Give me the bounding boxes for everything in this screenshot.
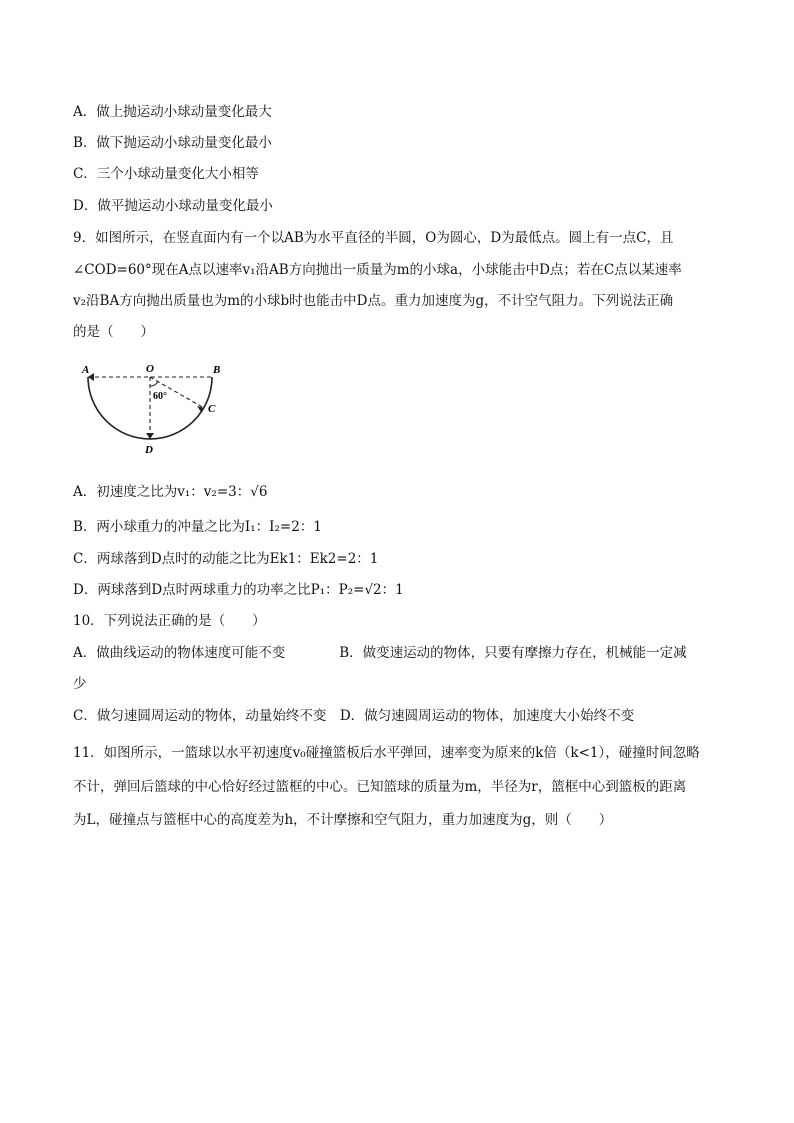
label-c: C: [208, 403, 216, 415]
q10-options-cd: C．做匀速圆周运动的物体，动量始终不变 D．做匀速圆周运动的物体，加速度大小始终不变: [73, 708, 635, 724]
q11-stem-line2: 不计，弹回后篮球的中心恰好经过篮框的中心。已知篮球的质量为m，半径为r，篮框中心到篮板的距离: [73, 779, 687, 795]
label-b: B: [213, 364, 221, 376]
q11-stem-line1: 11．如图所示，一篮球以水平初速度v₀碰撞篮板后水平弹回，速率变为原来的k倍（k<1），碰撞时间忽略: [73, 745, 700, 761]
semicircle-figure: [78, 360, 238, 460]
q10-stem: 10．下列说法正确的是（ ）: [73, 613, 266, 629]
q9-stem-line3: v₂沿BA方向抛出质量也为m的小球b时也能击中D点。重力加速度为g，不计空气阻力。下列说法正确: [73, 293, 674, 309]
label-a: A: [82, 364, 90, 376]
q9-option-a: A．初速度之比为v₁：v₂=3：√6: [73, 484, 268, 500]
q9-option-b: B．两小球重力的冲量之比为I₁：I₂=2：1: [73, 519, 322, 535]
q9-stem-line4: 的是（ ）: [73, 324, 154, 340]
q9-option-c: C．两球落到D点时的动能之比为Ek1：Ek2=2：1: [73, 551, 379, 567]
q10-options-ab: A．做曲线运动的物体速度可能不变 B．做变速运动的物体，只要有摩擦力存在，机械能一定减: [73, 645, 687, 661]
arrow-c-icon: [197, 406, 204, 412]
q8-option-a: A．做上抛运动小球动量变化最大: [73, 104, 272, 120]
angle-arc: [150, 382, 158, 387]
q9-stem-line1: 9．如图所示，在竖直面内有一个以AB为水平直径的半圆，O为圆心，D为最低点。圆上有一点C，且: [73, 230, 674, 246]
q8-option-c: C．三个小球动量变化大小相等: [73, 166, 259, 182]
q9-option-d: D．两球落到D点时两球重力的功率之比P₁：P₂=√2：1: [73, 582, 404, 598]
q8-option-b: B．做下抛运动小球动量变化最小: [73, 135, 272, 151]
q9-stem-line2: ∠COD=60°现在A点以速率v₁沿AB方向抛出一质量为m的小球a，小球能击中D点；若在C点以某速率: [73, 262, 682, 278]
q8-option-d: D．做平抛运动小球动量变化最小: [73, 198, 273, 214]
label-d: D: [145, 444, 153, 456]
label-o: O: [146, 363, 154, 375]
q10-option-b-continued: 少: [73, 676, 87, 692]
q11-stem-line3: 为L，碰撞点与篮框中心的高度差为h，不计摩擦和空气阻力，重力加速度为g，则（ ）: [73, 812, 613, 828]
arrow-d-icon: [146, 433, 154, 439]
label-angle: 60°: [153, 391, 167, 402]
